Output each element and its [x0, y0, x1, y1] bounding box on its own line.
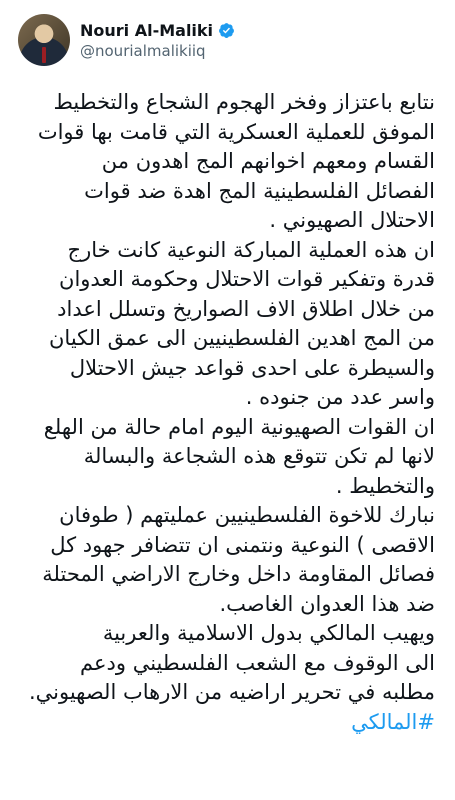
tweet-line: لانها لم تكن تتوقع هذه الشجاعة والبسالة [83, 444, 435, 468]
user-info [80, 21, 235, 60]
tweet-line: القسام ومعهم اخوانهم المج اهدون من [101, 149, 435, 173]
tweet-line: من خلال اطلاق الاف الصواريخ وتسلل اعداد [57, 296, 435, 321]
tweet-line: قدرة وتفكير قوات الاحتلال وحكومة العدوان [59, 267, 435, 291]
tweet-line: نبارك للاخوة الفلسطينيين عمليتهم ( طوفان [59, 503, 435, 527]
tweet-line: من المج اهدين الفلسطينيين الى عمق الكيان [49, 326, 435, 350]
tweet-line: الفصائل الفلسطينية المج اهدة ضد قوات [84, 178, 435, 203]
tweet-line: الاقصى ) النوعية ونتمنى ان تتضافر جهود كل [50, 532, 435, 557]
tweet-line: ضد هذا العدوان الغاصب. [219, 591, 435, 616]
display-name[interactable]: Nouri Al-Maliki [80, 20, 214, 40]
tweet-line: ان هذه العملية المباركة النوعية كانت خارج [67, 237, 435, 262]
name-row [80, 21, 235, 40]
tweet-line: الاحتلال الصهيوني . [269, 208, 435, 232]
tweet-line: والتخطيط . [335, 473, 435, 498]
tweet-header [18, 12, 437, 68]
tweet-line: فصائل المقاومة داخل وخارج الاراضي المحتلة [42, 562, 435, 586]
tweet-line: ويهيب المالكي بدول الاسلامية والعربية [102, 621, 435, 645]
tweet-line: ان القوات الصهيونية اليوم امام حالة من الهلع [43, 414, 435, 439]
tweet-line: الموفق للعملية العسكرية التي قامت بها قوات [37, 119, 435, 144]
tweet-line: مطلبه في تحرير اراضيه من الارهاب الصهيوني. [28, 680, 435, 704]
user-handle[interactable]: @nourialmalikiiq [80, 41, 206, 60]
tweet-line: نتابع باعتزاز وفخر الهجوم الشجاع والتخطيط [53, 90, 435, 114]
tweet-line: الى الوقوف مع الشعب الفلسطيني ودعم [80, 650, 435, 675]
tweet-line: واسر عدد من جنوده . [245, 385, 435, 409]
tweet-text [22, 88, 435, 737]
hashtag-link[interactable]: #المالكي [351, 709, 435, 734]
tweet-line: والسيطرة على احدى قواعد جيش الاحتلال [69, 355, 435, 380]
avatar[interactable] [18, 14, 70, 66]
verified-badge-icon [218, 22, 235, 39]
